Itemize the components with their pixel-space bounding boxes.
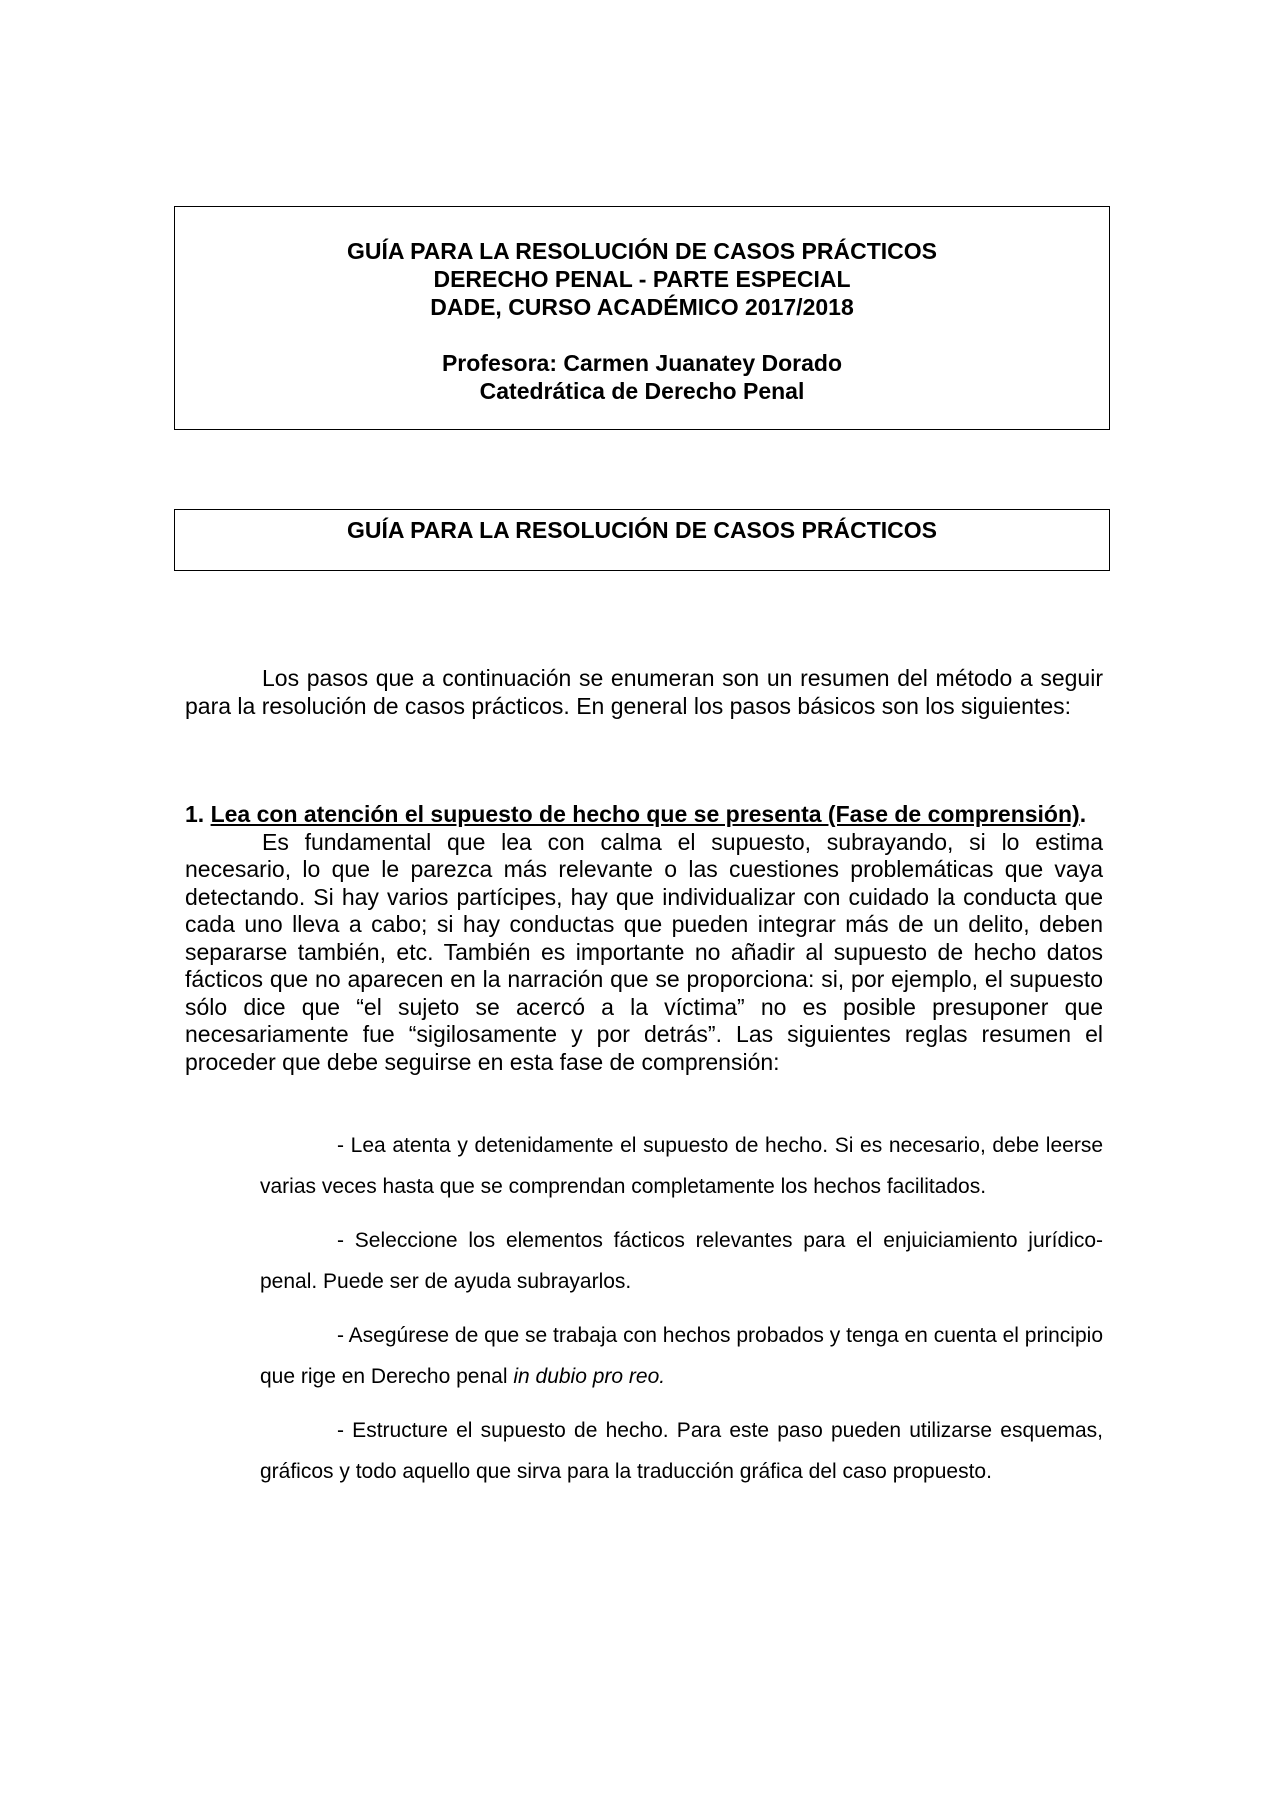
section-title-box [174, 509, 1110, 571]
header-professor: Profesora: Carmen Juanatey Dorado [441, 350, 843, 376]
header-box [174, 206, 1110, 430]
header-course: DADE, CURSO ACADÉMICO 2017/2018 [430, 294, 854, 320]
header-gap [175, 321, 1109, 349]
rule-text: - Estructure el supuesto de hecho. Para este paso pueden utilizarse esquemas, gráficos y todo aquello que sirva para la traducción gráfica del caso propuesto. [260, 1419, 1103, 1483]
header-position: Catedrática de Derecho Penal [479, 378, 805, 404]
intro-text: Los pasos que a continuación se enumeran son un resumen del método a seguir para la resolución de casos prácticos. En general los pasos básicos son los siguientes: [185, 665, 1103, 719]
header-subject: DERECHO PENAL - PARTE ESPECIAL [433, 266, 851, 292]
intro-paragraph [185, 665, 1103, 720]
rule-text: - Lea atenta y detenidamente el supuesto de hecho. Si es necesario, debe leerse varias veces hasta que se comprendan completamente los hechos facilitados. [260, 1134, 1103, 1198]
rule-item [260, 1220, 1103, 1302]
section-title: GUÍA PARA LA RESOLUCIÓN DE CASOS PRÁCTICOS [347, 517, 937, 543]
step-1-title-end: . [1079, 801, 1087, 827]
rule-item [260, 1125, 1103, 1207]
rule-item [260, 1315, 1103, 1397]
rule-text: - Asegúrese de que se trabaja con hechos probados y tenga en cuenta el principio que rige en Derecho penal [260, 1324, 1103, 1388]
step-1-rules-list [260, 1125, 1103, 1505]
header-title: GUÍA PARA LA RESOLUCIÓN DE CASOS PRÁCTICOS [347, 238, 937, 264]
step-1-section [185, 801, 1103, 1076]
step-1-heading [185, 801, 1103, 829]
step-1-body [185, 829, 1103, 1077]
rule-text: - Seleccione los elementos fácticos relevantes para el enjuiciamiento jurídico-penal. Puede ser de ayuda subrayarlos. [260, 1229, 1103, 1293]
rule-item [260, 1410, 1103, 1492]
step-1-body-text: Es fundamental que lea con calma el supuesto, subrayando, si lo estima necesario, lo que le parezca más relevante o las cuestiones problemáticas que vaya detectando. Si hay varios partícipes, hay que individualizar con cuidado la conducta que cada uno lleva a cabo; si hay conductas que pueden integrar más de un delito, deben separarse también, etc. También es importante no añadir al supuesto de hecho datos fácticos que no aparecen en la narración que se proporciona: si, por ejemplo, el supuesto sólo dice que “el sujeto se acercó a la víctima” no es posible presuponer que necesariamente fue “sigilosamente y por detrás”. Las siguientes reglas resumen el proceder que debe seguirse en esta fase de comprensión: [185, 828, 1103, 1075]
step-1-title: Lea con atención el supuesto de hecho que se presenta (Fase de comprensión) [210, 801, 1080, 827]
rule-italic-text: in dubio pro reo. [513, 1365, 666, 1388]
step-1-number: 1. [185, 801, 205, 827]
